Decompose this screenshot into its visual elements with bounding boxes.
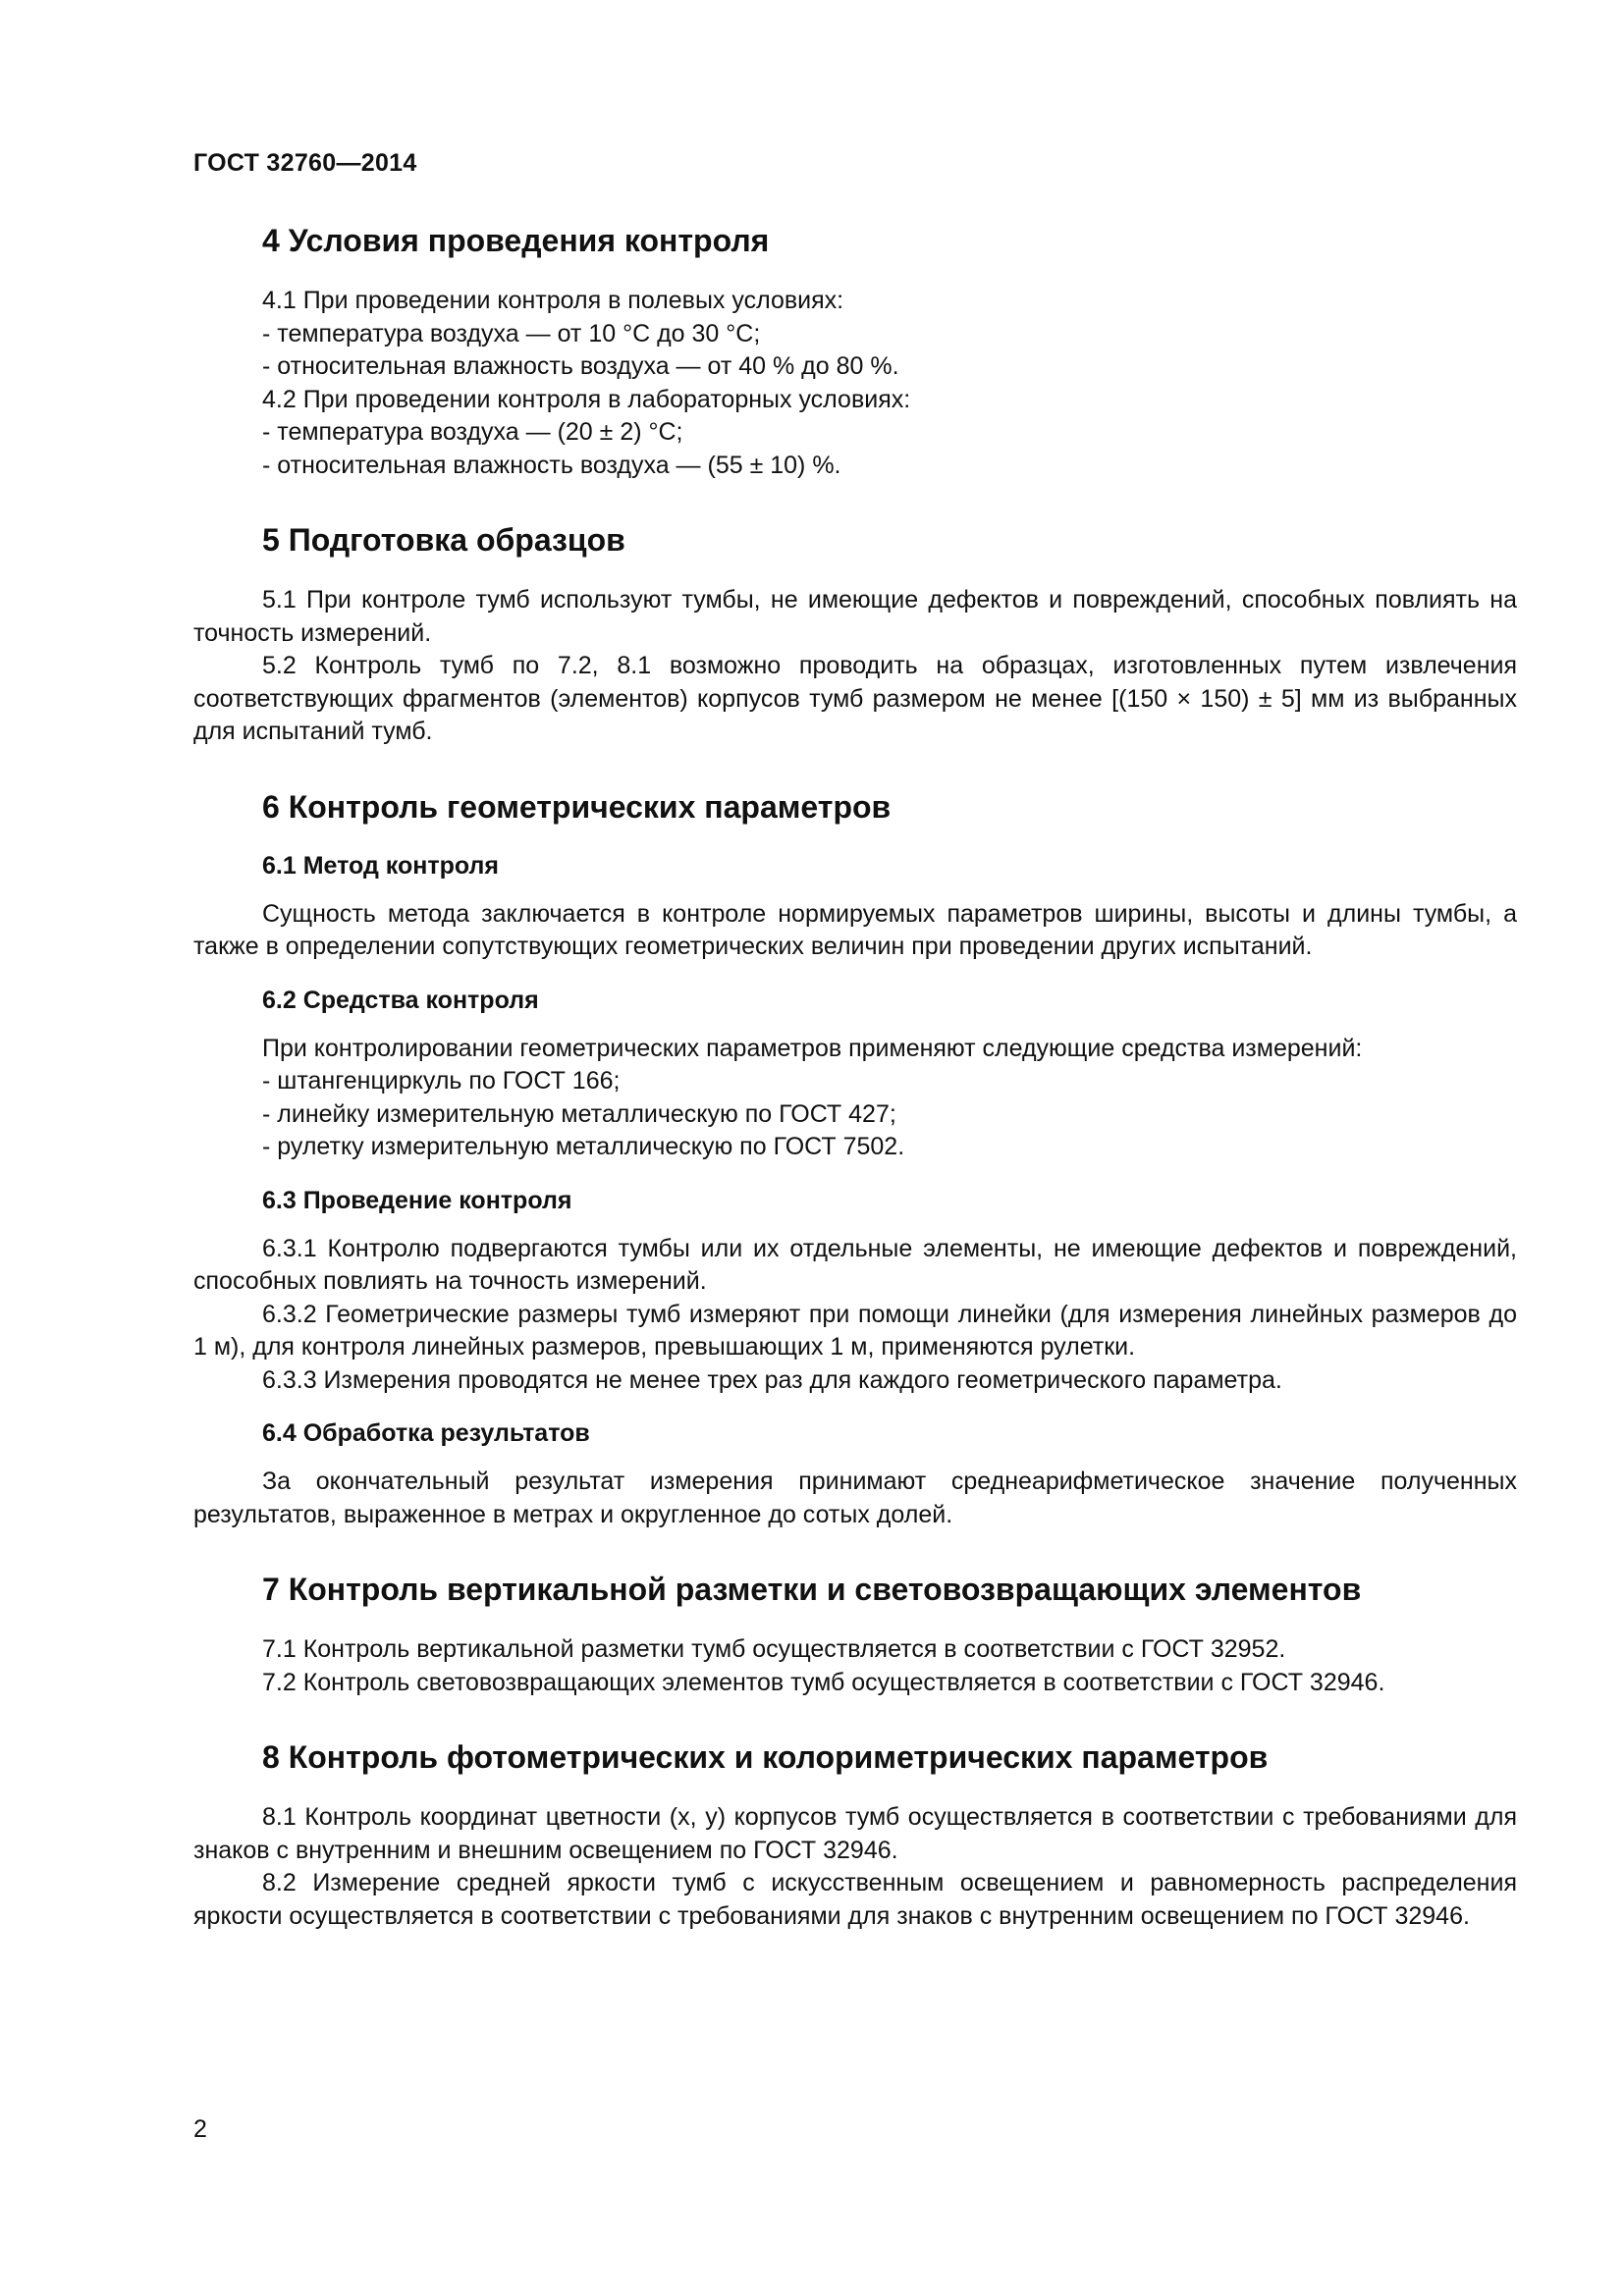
section-6-title: 6 Контроль геометрических параметров bbox=[262, 788, 892, 825]
subsection-6-3-title: 6.3 Проведение контроля bbox=[262, 1186, 572, 1214]
section-4-line: - относительная влажность воздуха — (55 ± 10) %. bbox=[262, 451, 841, 479]
section-5-title: 5 Подготовка образцов bbox=[262, 522, 625, 558]
section-8-title: 8 Контроль фотометрических и колориметрических параметров bbox=[262, 1739, 1269, 1775]
paragraph-6-1: Сущность метода заключается в контроле нормируемых параметров ширины, высоты и длины тумбы, а также в определении сопутствующих геометрических величин при проведении других испытаний. bbox=[193, 899, 1517, 960]
section-6-2-line: При контролировании геометрических параметров применяют следующие средства измерений: bbox=[262, 1034, 1363, 1062]
document-body bbox=[193, 222, 1517, 1933]
subsection-6-1-title: 6.1 Метод контроля bbox=[262, 851, 499, 880]
paragraph-8-1: 8.1 Контроль координат цветности (x, y) корпусов тумб осуществляется в соответствии с требованиями для знаков с внутренним и внешним освещением по ГОСТ 32946. bbox=[193, 1803, 1517, 1864]
section-4-line: - температура воздуха — от 10 °С до 30 °С; bbox=[262, 319, 761, 347]
paragraph-6-3-1: 6.3.1 Контролю подвергаются тумбы или их отдельные элементы, не имеющие дефектов и повреждений, способных повлиять на точность измерений. bbox=[193, 1234, 1517, 1295]
section-4-line: 4.1 При проведении контроля в полевых условиях: bbox=[262, 287, 844, 314]
document-code: ГОСТ 32760—2014 bbox=[193, 149, 417, 177]
subsection-6-2-title: 6.2 Средства контроля bbox=[262, 986, 539, 1014]
paragraph-8-2: 8.2 Измерение средней яркости тумб с искусственным освещением и равномерность распределения яркости осуществляется в соответствии с требованиями для знаков с внутренним освещением по ГОСТ 32946. bbox=[193, 1869, 1517, 1930]
section-7-title: 7 Контроль вертикальной разметки и световозвращающих элементов bbox=[262, 1572, 1362, 1607]
paragraph-6-4: За окончательный результат измерения принимают среднеарифметическое значение полученных результатов, выраженное в метрах и округленное до сотых долей. bbox=[193, 1468, 1517, 1528]
section-4-line: 4.2 При проведении контроля в лабораторных условиях: bbox=[262, 385, 911, 413]
section-4-line: - температура воздуха — (20 ± 2) °С; bbox=[262, 418, 683, 446]
section-5 bbox=[193, 521, 1517, 749]
paragraph-6-3-2: 6.3.2 Геометрические размеры тумб измеряют при помощи линейки (для измерения линейных размеров до 1 м), для контроля линейных размеров, превышающих 1 м, применяются рулетки. bbox=[193, 1300, 1517, 1361]
section-6-2-line: - рулетку измерительную металлическую по ГОСТ 7502. bbox=[262, 1133, 905, 1160]
subsection-6-4-title: 6.4 Обработка результатов bbox=[262, 1419, 590, 1447]
section-6-2-line: - линейку измерительную металлическую по ГОСТ 427; bbox=[262, 1099, 896, 1128]
section-7 bbox=[193, 1571, 1517, 1699]
section-8 bbox=[193, 1738, 1517, 1933]
section-6-2-line: - штангенциркуль по ГОСТ 166; bbox=[262, 1067, 621, 1095]
paragraph-5-1: 5.1 При контроле тумб используют тумбы, не имеющие дефектов и повреждений, способных повлиять на точность измерений. bbox=[193, 586, 1517, 647]
paragraph-6-3-3: 6.3.3 Измерения проводятся не менее трех раз для каждого геометрического параметра. bbox=[262, 1365, 1282, 1394]
section-6 bbox=[193, 788, 1517, 1532]
document-page bbox=[193, 0, 1517, 2296]
page-number: 2 bbox=[193, 2115, 207, 2143]
section-4-title: 4 Условия проведения контроля bbox=[262, 223, 770, 258]
paragraph-7-2: 7.2 Контроль световозвращающих элементов тумб осуществляется в соответствии с ГОСТ 32946. bbox=[262, 1668, 1385, 1696]
section-4 bbox=[193, 222, 1517, 482]
paragraph-5-2: 5.2 Контроль тумб по 7.2, 8.1 возможно проводить на образцах, изготовленных путем извлечения соответствующих фрагментов (элементов) корпусов тумб размером не менее [(150 × 150) ± 5] мм из выбранных для испытаний тумб. bbox=[193, 652, 1517, 745]
paragraph-7-1: 7.1 Контроль вертикальной разметки тумб осуществляется в соответствии с ГОСТ 32952. bbox=[262, 1635, 1286, 1663]
section-4-line: - относительная влажность воздуха — от 40 % до 80 %. bbox=[262, 352, 899, 380]
